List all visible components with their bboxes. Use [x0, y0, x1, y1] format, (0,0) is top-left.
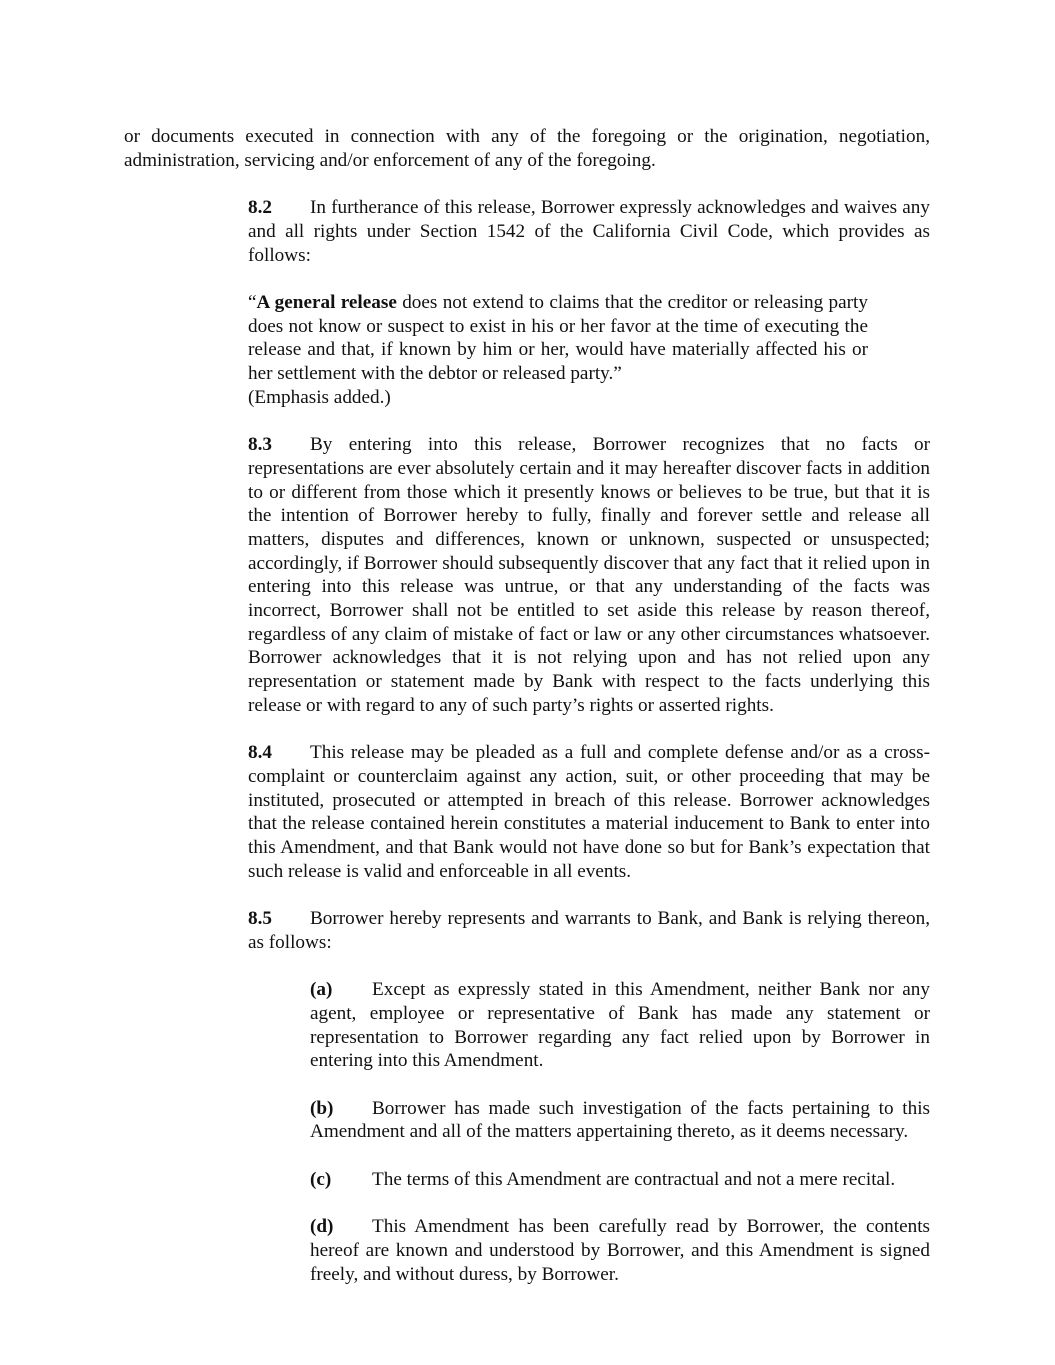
continuation-paragraph: or documents executed in connection with any of the foregoing or the origination, negotiation, administration, servicing and/or enforcement of any of the foregoing.	[124, 126, 930, 171]
quoted-statute	[248, 291, 868, 410]
subsection-text: This Amendment has been carefully read by Borrower, the contents hereof are known and understood by Borrower, and this Amendment is signed freely, and without duress, by Borrower.	[310, 1216, 930, 1285]
document-page	[124, 125, 930, 1310]
section-text: In furtherance of this release, Borrower expressly acknowledges and waives any and all rights under Section 1542 of the California Civil Code, which provides as follows:	[248, 197, 930, 266]
section-8-2	[124, 196, 930, 267]
section-number: 8.2	[248, 197, 272, 219]
subsection-label: (b)	[310, 1097, 334, 1119]
section-number: 8.3	[248, 434, 272, 456]
subsection-text: Except as expressly stated in this Amendment, neither Bank nor any agent, employee or representative of Bank has made any statement or representation to Borrower regarding any fact relied upon by Borrower in entering into this Amendment.	[310, 979, 930, 1072]
subsection-c	[124, 1168, 930, 1192]
subsection-a	[124, 978, 930, 1073]
section-text: Borrower hereby represents and warrants to Bank, and Bank is relying thereon, as follows:	[248, 908, 930, 953]
section-text: This release may be pleaded as a full and complete defense and/or as a cross-complaint or counterclaim against any action, suit, or other proceeding that may be instituted, prosecuted or attempted in breach of this release. Borrower acknowledges that the release contained herein constitutes a material inducement to Bank to enter into this Amendment, and that Bank would not have done so but for Bank’s expectation that such release is valid and enforceable in all events.	[248, 742, 930, 882]
quote-text: does not extend to claims that the creditor or releasing party does not know or suspect to exist in his or her favor at the time of executing the release and that, if known by him or her, would have materially affected his or her settlement with the debtor or released party.”	[248, 291, 868, 384]
subsection-text: Borrower has made such investigation of the facts pertaining to this Amendment and all of the matters appertaining thereto, as it deems necessary.	[310, 1097, 930, 1143]
section-8-5	[124, 907, 930, 954]
section-text: By entering into this release, Borrower recognizes that no facts or representations are ever absolutely certain and it may hereafter discover facts in addition to or different from those which it presently knows or believes to be true, but that it is the intention of Borrower hereby to fully, finally and forever settle and release all matters, disputes and differences, known or unknown, suspected or unsuspected; accordingly, if Borrower should subsequently discover that any fact that it relied upon in entering into this release was untrue, or that any understanding of the facts was incorrect, Borrower shall not be entitled to set aside this release by reason thereof, regardless of any claim of mistake of fact or law or any other circumstances whatsoever. Borrower acknowledges that it is not relying upon and has not relied upon any representation or statement made by Bank with respect to the facts underlying this release or with regard to any of such party’s rights or asserted rights.	[248, 434, 930, 716]
section-8-3	[124, 433, 930, 717]
section-number: 8.5	[248, 908, 272, 930]
section-number: 8.4	[248, 742, 272, 764]
subsection-label: (a)	[310, 979, 333, 1001]
subsection-label: (c)	[310, 1168, 332, 1190]
section-8-4	[124, 741, 930, 883]
quote-open-mark: “	[248, 291, 257, 313]
subsection-label: (d)	[310, 1216, 334, 1238]
quote-note: (Emphasis added.)	[248, 386, 391, 408]
subsection-d	[124, 1215, 930, 1286]
subsection-b	[124, 1097, 930, 1144]
subsection-text: The terms of this Amendment are contractual and not a mere recital.	[372, 1168, 896, 1190]
quote-bold-phrase: A general release	[256, 291, 397, 313]
